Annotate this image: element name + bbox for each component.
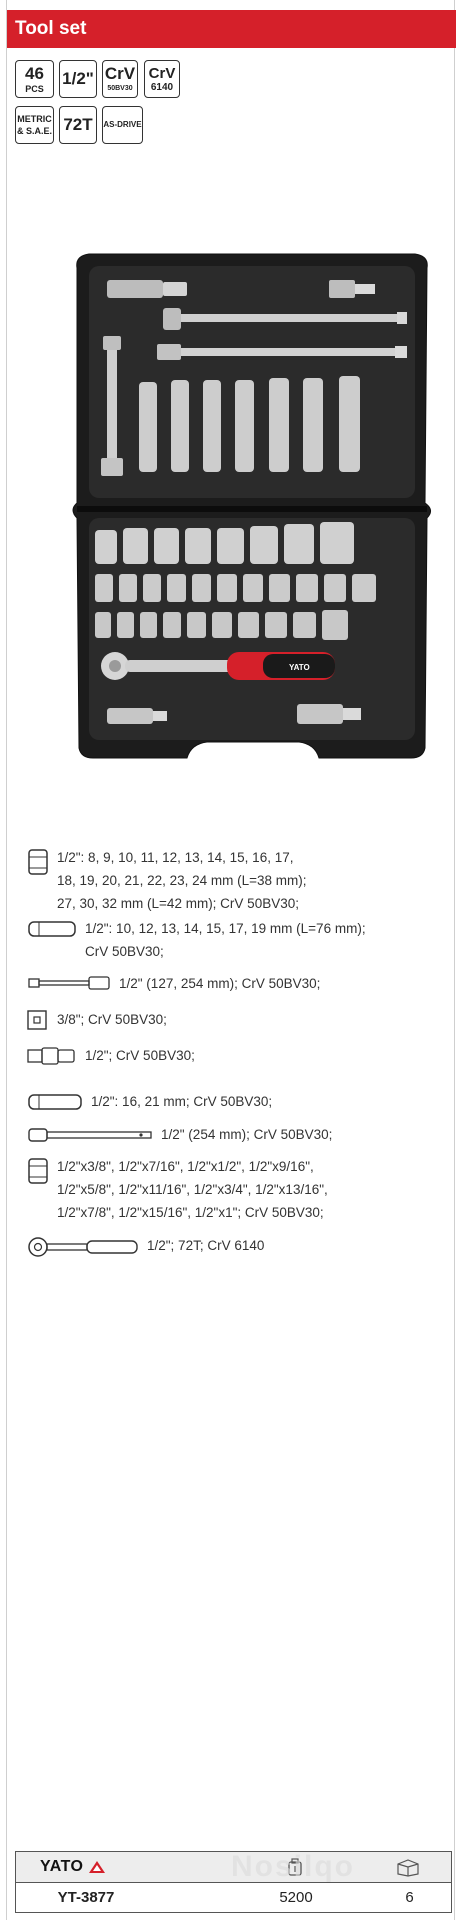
as-drive-badge: AS-DRIVE xyxy=(102,106,143,144)
feature-deep-sockets: 1/2": 10, 12, 13, 14, 15, 17, 19 mm (L=76 mm); CrV 50BV30; xyxy=(27,917,447,965)
teeth-badge: 72T xyxy=(59,106,97,144)
product-sheet xyxy=(6,0,455,1920)
feature-ratchet: 1/2"; 72T; CrV 6140 xyxy=(27,1234,447,1260)
t-bar-icon xyxy=(27,1125,153,1145)
metric-sae-badge: METRIC & S.A.E. xyxy=(15,106,54,144)
extension-bar-icon xyxy=(27,974,111,992)
adapter-icon xyxy=(27,1010,47,1030)
inner-quantity: 5200 xyxy=(279,1889,313,1906)
universal-joint-icon xyxy=(27,1046,77,1066)
pieces-badge: 46 PCS xyxy=(15,60,54,98)
ratchet-brand-label: YATO xyxy=(289,663,310,672)
material-badge-crv-6140: CrV 6140 xyxy=(144,60,180,98)
page-title: Tool set xyxy=(7,10,456,48)
product-code: YT-3877 xyxy=(57,1889,115,1906)
feature-universal-joint: 1/2"; CrV 50BV30; xyxy=(27,1044,447,1068)
product-photo xyxy=(67,248,437,760)
watermark: Nosilqo xyxy=(231,1850,355,1883)
socket-icon xyxy=(27,848,49,876)
warning-triangle-icon xyxy=(88,1860,106,1874)
box-quantity: 6 xyxy=(405,1889,414,1906)
material-badge-crv-50bv30: CrV 50BV30 xyxy=(102,60,138,98)
sae-socket-icon xyxy=(27,1157,49,1185)
feature-t-bar: 1/2" (254 mm); CrV 50BV30; xyxy=(27,1123,447,1147)
ratchet-icon xyxy=(27,1236,139,1258)
feature-spark-plug-sockets: 1/2": 16, 21 mm; CrV 50BV30; xyxy=(27,1090,447,1114)
feature-extension-bars: 1/2" (127, 254 mm); CrV 50BV30; xyxy=(27,972,447,996)
feature-adapter: 3/8"; CrV 50BV30; xyxy=(27,1008,447,1032)
brand-logo: YATO xyxy=(40,1858,84,1875)
drive-size-badge: 1/2" xyxy=(59,60,97,98)
feature-sockets: 1/2": 8, 9, 10, 11, 12, 13, 14, 15, 16, 17, 18, 19, 20, 21, 22, 23, 24 mm (L=38 mm); 27, 30, 32 mm (L=42 mm); CrV 50BV30; xyxy=(27,846,447,916)
spark-plug-socket-icon xyxy=(27,1092,85,1112)
box-icon xyxy=(396,1857,420,1877)
deep-socket-icon xyxy=(27,919,79,939)
feature-sae-sockets: 1/2"x3/8", 1/2"x7/16", 1/2"x1/2", 1/2"x9/16", 1/2"x5/8", 1/2"x11/16", 1/2"x3/4", 1/2"x13/16", 1/2"x7/8", 1/2"x15/16", 1/2"x1"; CrV 50BV30; xyxy=(27,1155,447,1225)
